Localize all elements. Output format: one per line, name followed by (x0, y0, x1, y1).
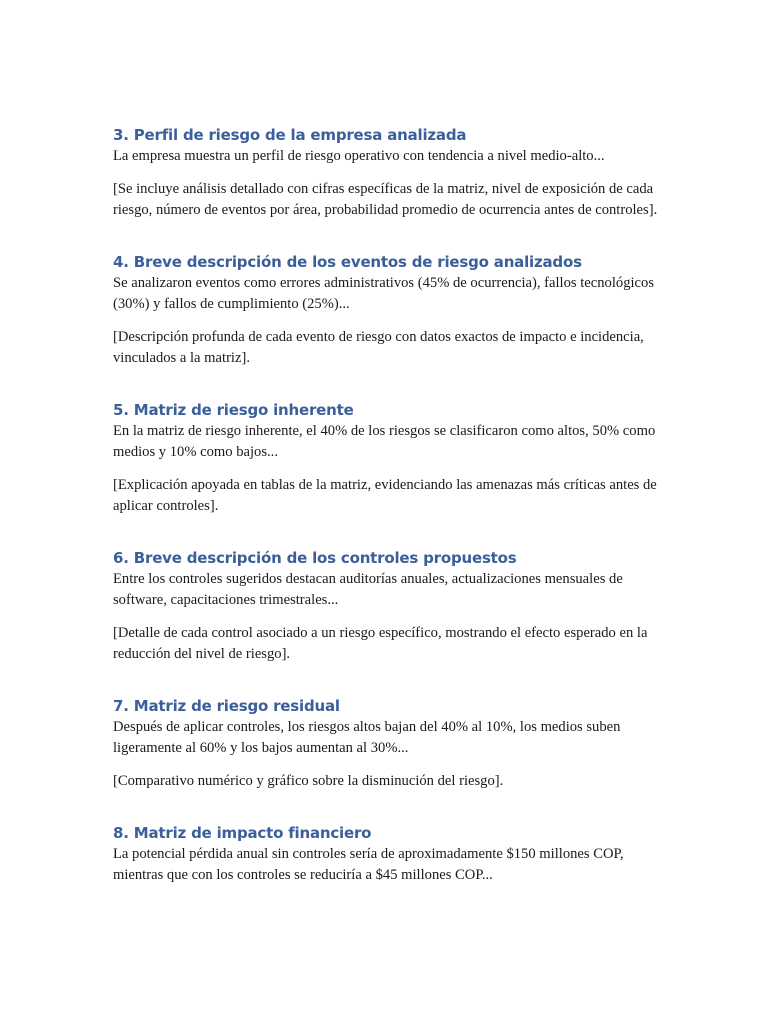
section-heading: 3. Perfil de riesgo de la empresa analizada (113, 126, 467, 144)
paragraph: La empresa muestra un perfil de riesgo operativo con tendencia a nivel medio-alto... (113, 148, 605, 164)
paragraph: Después de aplicar controles, los riesgos altos bajan del 40% al 10%, los medios suben ligeramente al 60% y los bajos aumentan al 30%... (113, 719, 621, 756)
section-heading: 8. Matriz de impacto financiero (113, 824, 372, 842)
section-residual-risk-matrix (113, 695, 658, 792)
paragraph: [Descripción profunda de cada evento de riesgo con datos exactos de impacto e incidencia, vinculados a la matriz]. (113, 329, 644, 366)
paragraph: [Comparativo numérico y gráfico sobre la disminución del riesgo]. (113, 773, 504, 789)
section-inherent-risk-matrix (113, 399, 658, 517)
section-heading: 7. Matriz de riesgo residual (113, 697, 340, 715)
section-risk-events (113, 251, 658, 369)
document-page (113, 124, 658, 886)
section-proposed-controls (113, 547, 658, 665)
paragraph: La potencial pérdida anual sin controles sería de aproximadamente $150 millones COP, mientras que con los controles se reduciría a $45 millones COP... (113, 846, 624, 883)
section-heading: 5. Matriz de riesgo inherente (113, 401, 354, 419)
paragraph: [Detalle de cada control asociado a un riesgo específico, mostrando el efecto esperado en la reducción del nivel de riesgo]. (113, 625, 648, 662)
section-financial-impact-matrix (113, 822, 658, 886)
paragraph: Entre los controles sugeridos destacan auditorías anuales, actualizaciones mensuales de software, capacitaciones trimestrales... (113, 571, 623, 608)
paragraph: Se analizaron eventos como errores administrativos (45% de ocurrencia), fallos tecnológicos (30%) y fallos de cumplimiento (25%)... (113, 275, 654, 312)
section-heading: 4. Breve descripción de los eventos de riesgo analizados (113, 253, 582, 271)
paragraph: En la matriz de riesgo inherente, el 40% de los riesgos se clasificaron como altos, 50% como medios y 10% como bajos... (113, 423, 656, 460)
paragraph: [Explicación apoyada en tablas de la matriz, evidenciando las amenazas más críticas antes de aplicar controles]. (113, 477, 657, 514)
section-risk-profile (113, 124, 658, 221)
section-heading: 6. Breve descripción de los controles propuestos (113, 549, 517, 567)
paragraph: [Se incluye análisis detallado con cifras específicas de la matriz, nivel de exposición de cada riesgo, número de eventos por área, probabilidad promedio de ocurrencia antes de controles]. (113, 181, 658, 218)
